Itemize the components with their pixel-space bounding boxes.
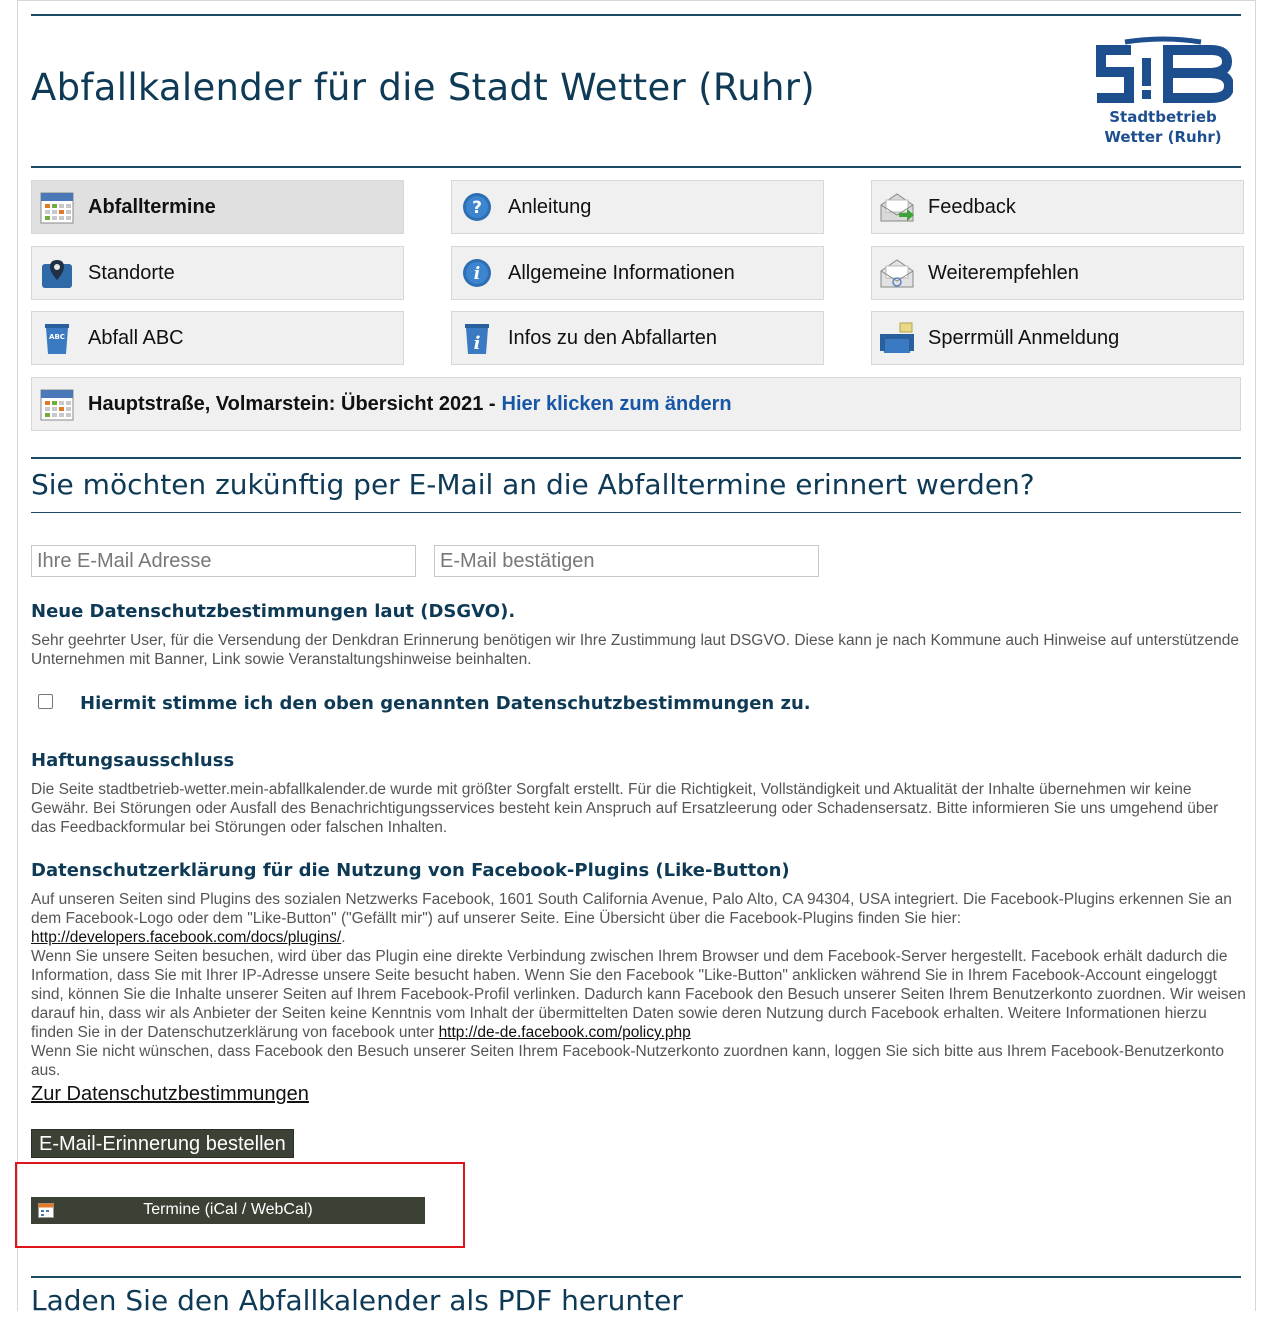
nav-label: Weiterempfehlen [928, 261, 1079, 284]
bin-info-icon [458, 319, 496, 357]
help-icon [458, 188, 496, 226]
nav-feedback[interactable] [871, 180, 1244, 234]
facebook-text-1: Auf unseren Seiten sind Plugins des sozialen Netzwerks Facebook, 1601 South California Avenue, Palo Alto, CA 94304, USA integriert. Die Facebook-Plugins erkennen Sie an dem Facebook-Logo oder dem "Like-Button" ("Gefällt mir") auf unserer Seite. Eine Übersicht über die Facebook-Plugins finden Sie hier: [31, 891, 1232, 927]
email-confirm-input[interactable] [434, 545, 819, 577]
bulky-waste-icon [878, 319, 916, 357]
change-location-link[interactable]: Hier klicken zum ändern [501, 392, 732, 415]
nav-allgemeine-informationen[interactable] [451, 246, 824, 300]
top-rule [31, 14, 1241, 16]
ical-button-label: Termine (iCal / WebCal) [143, 1201, 313, 1218]
order-reminder-button[interactable]: E-Mail-Erinnerung bestellen [31, 1129, 294, 1158]
nav-weiterempfehlen[interactable] [871, 246, 1244, 300]
svg-text:i: i [473, 264, 481, 284]
nav-label: Infos zu den Abfallarten [508, 326, 718, 349]
bin-abc-icon [38, 319, 76, 357]
location-text: Hauptstraße, Volmarstein: Übersicht 2021 - [88, 392, 496, 415]
privacy-policy-link[interactable]: Zur Datenschutzbestimmungen [31, 1083, 309, 1105]
facebook-privacy-heading: Datenschutzerklärung für die Nutzung von Facebook-Plugins (Like-Button) [31, 860, 790, 881]
section-rule [31, 457, 1241, 459]
header-rule [31, 166, 1241, 168]
nav-label: Allgemeine Informationen [508, 261, 735, 284]
next-section-rule [31, 1276, 1241, 1278]
location-bar[interactable] [31, 377, 1241, 431]
consent-label[interactable]: Hiermit stimme ich den oben genannten Datenschutzbestimmungen zu. [80, 693, 811, 714]
nav-standorte[interactable] [31, 246, 404, 300]
dsgvo-heading: Neue Datenschutzbestimmungen laut (DSGVO). [31, 601, 516, 622]
calendar-icon [38, 188, 76, 226]
facebook-plugins-link[interactable]: http://developers.facebook.com/docs/plugins/ [31, 929, 342, 946]
ical-webcal-button[interactable] [31, 1197, 425, 1224]
reminder-heading: Sie möchten zukünftig per E-Mail an die Abfalltermine erinnert werden? [31, 468, 1035, 501]
nav-label: Anleitung [508, 195, 592, 218]
svg-text:i: i [473, 333, 481, 354]
logo-text-line1: Stadtbetrieb [1109, 108, 1217, 126]
info-icon [458, 254, 496, 292]
facebook-text-3: Wenn Sie nicht wünschen, dass Facebook den Besuch unserer Seiten Ihrem Facebook-Nutzerkonto zuordnen kann, loggen Sie sich bitte aus Ihrem Facebook-Benutzerkonto aus. [31, 1043, 1225, 1079]
facebook-privacy-text: Auf unseren Seiten sind Plugins des sozialen Netzwerks Facebook, 1601 South California Avenue, Palo Alto, CA 94304, USA integriert. Die Facebook-Plugins erkennen Sie an dem Facebook-Logo oder dem "Like-Button" ("Gefällt mir") auf unserer Seite. Eine Übersicht über die Facebook-Plugins finden Sie hier: http://developers.facebook.com/docs/plugins/. Wenn Sie unsere Seiten besuchen, wird über das Plugin eine direkte Verbindung zwischen Ihrem Browser und dem Facebook-Server hergestellt. Facebook erhält dadurch die Information, dass Sie mit Ihrer IP-Adresse unsere Seite besucht haben. Wenn Sie den Facebook "Like-Button" anklicken während Sie in Ihrem Facebook-Account eingeloggt sind, können Sie die Inhalte unserer Seiten auf Ihrem Facebook-Profil verlinken. Dadurch kann Facebook den Besuch unserer Seiten Ihrem Benutzerkonto zuordnen. Wir weisen darauf hin, dass wir als Anbieter der Seiten keine Kenntnis vom Inhalt der übermittelten Daten sowie deren Nutzung durch Facebook erhalten. Weitere Informationen hierzu finden Sie in der Datenschutzerklärung von facebook unter http://de-de.facebook.com/policy.php Wenn Sie nicht wünschen, dass Facebook den Besuch unserer Seiten Ihrem Facebook-Nutzerkonto zuordnen kann, loggen Sie sich bitte aus Ihrem Facebook-Benutzerkonto aus. [31, 891, 1246, 1079]
sb-logo-icon [1093, 36, 1233, 111]
feedback-mail-icon [878, 188, 916, 226]
nav-infos-abfallarten[interactable] [451, 311, 824, 365]
dsgvo-text: Sehr geehrter User, für die Versendung der Denkdran Erinnerung benötigen wir Ihre Zustimmung laut DSGVO. Diese kann je nach Kommune auch Hinweise auf unterstützende Unternehmen mit Banner, Link sowie Veranstaltungshinweise beinhalten. [31, 632, 1239, 668]
facebook-text-2: Wenn Sie unsere Seiten besuchen, wird über das Plugin eine direkte Verbindung zwischen Ihrem Browser und dem Facebook-Server hergestellt. Facebook erhält dadurch die Information, dass Sie mit Ihrer IP-Adresse unsere Seite besucht haben. Wenn Sie den Facebook "Like-Button" anklicken während Sie in Ihrem Facebook-Account eingeloggt sind, können Sie die Inhalte unserer Seiten auf Ihrem Facebook-Profil verlinken. Dadurch kann Facebook den Besuch unserer Seiten Ihrem Benutzerkonto zuordnen. Wir weisen darauf hin, dass wir als Anbieter der Seiten keine Kenntnis vom Inhalt der übermittelten Daten sowie deren Nutzung durch Facebook erhalten. Weitere Informationen hierzu finden Sie in der Datenschutzerklärung von facebook unter [31, 948, 1246, 1041]
nav-abfalltermine[interactable] [31, 180, 404, 234]
email-input[interactable] [31, 545, 416, 577]
nav-label: Abfalltermine [88, 195, 216, 218]
nav-label: Abfall ABC [88, 326, 184, 349]
recommend-mail-icon [878, 254, 916, 292]
calendar-icon [38, 385, 76, 423]
svg-text:?: ? [472, 198, 482, 218]
liability-heading: Haftungsausschluss [31, 750, 235, 771]
facebook-policy-link[interactable]: http://de-de.facebook.com/policy.php [438, 1024, 691, 1041]
nav-sperrmuell-anmeldung[interactable] [871, 311, 1244, 365]
liability-text: Die Seite stadtbetrieb-wetter.mein-abfallkalender.de wurde mit größter Sorgfalt erstellt. Für die Richtigkeit, Vollständigkeit und Aktualität der Inhalte übernehmen wir keine Gewähr. Bei Störungen oder Ausfall des Benachrichtigungsservices besteht kein Anspruch auf Ersatzleerung oder Schadensersatz. Bitte informieren Sie uns umgehend über das Feedbackformular bei Störungen oder falschen Inhalten. [31, 781, 1219, 836]
nav-label: Sperrmüll Anmeldung [928, 326, 1120, 349]
section-rule-bottom [31, 512, 1241, 513]
next-section-heading: Laden Sie den Abfallkalender als PDF herunter [31, 1284, 683, 1317]
stadtbetrieb-logo[interactable] [1093, 36, 1233, 148]
svg-text:ABC: ABC [49, 333, 65, 341]
nav-anleitung[interactable] [451, 180, 824, 234]
nav-label: Standorte [88, 261, 175, 284]
location-pin-icon [38, 254, 76, 292]
page-title: Abfallkalender für die Stadt Wetter (Ruhr) [31, 66, 815, 109]
nav-abfall-abc[interactable] [31, 311, 404, 365]
logo-text-line2: Wetter (Ruhr) [1104, 128, 1222, 146]
nav-label: Feedback [928, 195, 1016, 218]
consent-checkbox[interactable] [38, 694, 53, 709]
